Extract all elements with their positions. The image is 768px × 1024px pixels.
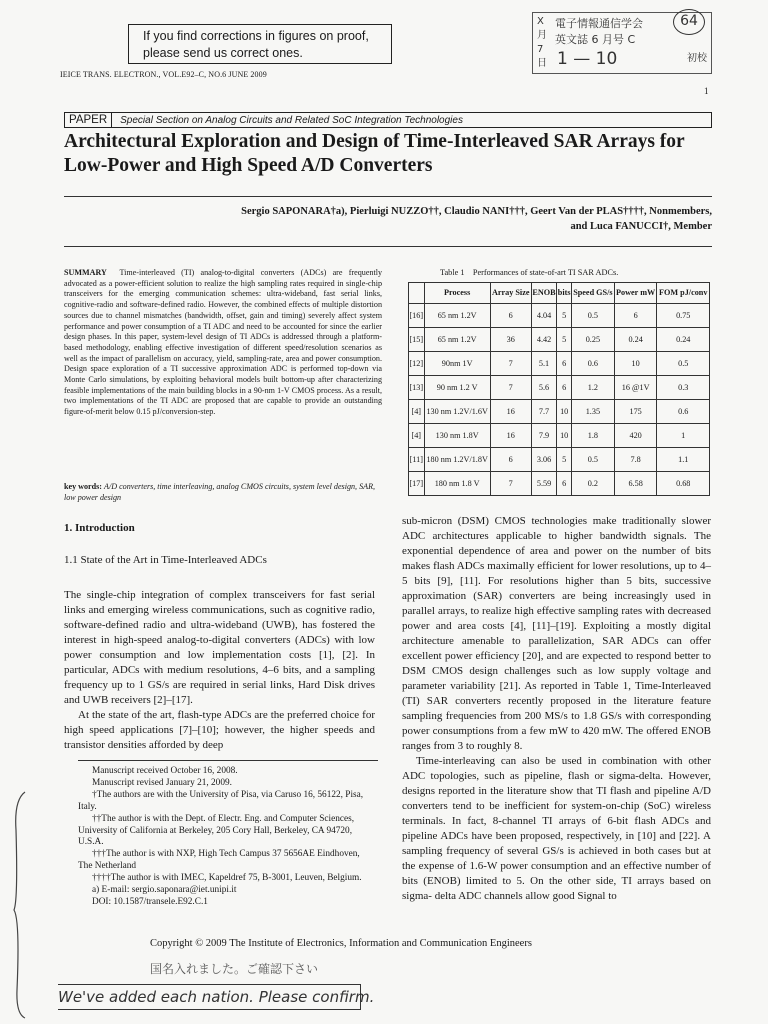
table-cell: 16 bbox=[490, 424, 531, 448]
table-cell: 7 bbox=[490, 352, 531, 376]
paper-title: Architectural Exploration and Design of Time-Interleaved SAR Arrays for Low-Power and High Speed A/D Converters bbox=[64, 131, 685, 176]
authors-line1: Sergio SAPONARA†a), Pierluigi NUZZO††, Claudio NANI†††, Geert Van der PLAS††††, Nonmembers, bbox=[241, 206, 712, 217]
table-cell: 1.2 bbox=[571, 376, 614, 400]
table-row bbox=[409, 376, 710, 400]
stamp-line1: 電子情報通信学会 bbox=[555, 17, 643, 30]
table-header-cell: Power mW bbox=[614, 283, 657, 304]
summary-text: Time-interleaved (TI) analog-to-digital converters (ADCs) are frequently advocated as a power-efficient solution to realize the high sampling rates required in single-chip transceivers for the emerging communication schemes: ultra-wideband, fast serial links, cognitive-radio and software-defined radio. However, the combined effects of multiple distortion sources due to channel mismatches (bandwidth, offset, gain and timing) severely affect system performance and power consumption of a TI ADC and need to be accounted for since the earlier design phases. In this paper, system-level design of TI ADCs is addressed through a platform-based methodology, enabling effective investigation of different speed/resolution scenarios as well as the impact of parallelism on accuracy, yield, sampling-rate, area and power consumption. Design space exploration of a TI successive approximation ADC is performed top-down via Monte Carlo simulations, by exploiting behavioral models built bottom-up after characterizing feasible implementations of the main building blocks in a 90-nm 1-V CMOS process. As a result, two implementations of the TI ADC are proposed that are capable to provide an outstanding figure-of-merit below 0.15 pJ/conversion-step. bbox=[64, 268, 383, 417]
keywords-block bbox=[64, 482, 382, 503]
table-cell: 16 @1V bbox=[614, 376, 657, 400]
table-cell: [4] bbox=[409, 424, 425, 448]
table-cell: 36 bbox=[490, 328, 531, 352]
table-row bbox=[409, 304, 710, 328]
summary-label: SUMMARY bbox=[64, 268, 107, 277]
performance-table bbox=[408, 282, 710, 496]
table-cell: 180 nm 1.8 V bbox=[424, 472, 490, 496]
paper-label: PAPER bbox=[65, 113, 112, 127]
table-cell: 420 bbox=[614, 424, 657, 448]
table-cell: 0.3 bbox=[657, 376, 710, 400]
keywords-text: A/D converters, time interleaving, analog CMOS circuits, system level design, SAR, low power design bbox=[64, 482, 376, 502]
table-cell: 90 nm 1.2 V bbox=[424, 376, 490, 400]
table-cell: [13] bbox=[409, 376, 425, 400]
table-cell: 0.2 bbox=[571, 472, 614, 496]
proof-notice-line1: If you find corrections in figures on proof, bbox=[143, 29, 369, 43]
table-cell: 7.7 bbox=[531, 400, 557, 424]
table-cell: 0.24 bbox=[657, 328, 710, 352]
table-cell: 6 bbox=[614, 304, 657, 328]
table-cell: 7.9 bbox=[531, 424, 557, 448]
table-cell: 1.35 bbox=[571, 400, 614, 424]
stamp-vertical-date: X月7日 bbox=[537, 16, 547, 69]
proof-notice-line2: please send us correct ones. bbox=[143, 46, 303, 60]
table-cell: 6 bbox=[490, 448, 531, 472]
table-cell: 16 bbox=[490, 400, 531, 424]
stamp-page-range: 1 — 10 bbox=[557, 49, 618, 69]
editorial-stamp bbox=[532, 12, 712, 74]
table-cell: 0.24 bbox=[614, 328, 657, 352]
table-cell: 1 bbox=[657, 424, 710, 448]
table-header-cell: ENOB bbox=[531, 283, 557, 304]
subsection-heading: 1.1 State of the Art in Time-Interleaved ADCs bbox=[64, 554, 267, 566]
page-number: 1 bbox=[704, 86, 709, 96]
footnote-email: a) E-mail: sergio.saponara@iet.unipi.it bbox=[92, 885, 237, 896]
table-cell: 1.8 bbox=[571, 424, 614, 448]
table-cell: 180 nm 1.2V/1.8V bbox=[424, 448, 490, 472]
footnote-rule bbox=[78, 760, 378, 761]
stamp-line2: 英文誌 6 月号 C bbox=[555, 33, 636, 46]
footnote-affiliation-3: †††The author is with NXP, High Tech Campus 37 5656AE Eindhoven, The Netherland bbox=[78, 849, 360, 872]
footnote-revised: Manuscript revised January 21, 2009. bbox=[92, 777, 232, 788]
table-cell: [4] bbox=[409, 400, 425, 424]
summary-block bbox=[64, 268, 382, 418]
body-paragraph: sub-micron (DSM) CMOS technologies make traditionally slower ADC architectures applicable to higher bandwidth signals. The exponential dependence of area and power on the number of bits makes flash ADCs maximally efficient for lower resolutions, up to 4–5 bits [9], [11]. For resolutions higher than 5 bits, successive approximation (SAR) converters are being increasingly used in parallel arrays, to realize high effective sampling rates with decreased power and area costs [4], [11]–[19]. Exploiting a mostly digital architecture amenable to parallelization, SAR ADCs can offer excellent power efficiency [20], and are expected to respond better to DSM CMOS design challenges such as low supply voltage and parameter variability [21]. As reported in Table 1, Time-Interleaved (TI) SAR converters recently proposed in the literature feature sampling frequencies from 200 MS/s to 1.8 GS/s with corresponding power consumptions from a few mW to 420 mW. The offered ENOB ranges from 3 to roughly 8. bbox=[402, 515, 711, 752]
table-cell: 0.68 bbox=[657, 472, 710, 496]
table-cell: 10 bbox=[614, 352, 657, 376]
table-cell: [12] bbox=[409, 352, 425, 376]
body-paragraph: The single-chip integration of complex transceivers for fast serial links and emerging wireless communications, such as cognitive radio, software-defined radio and ultra-wideband (UWB), has fostered the interest in high-speed analog-to-digital converters (ADCs) with low power consumption and low implementation costs [1], [2]. In particular, ADCs with medium resolutions, 4–6 bits, and a sampling frequency up to 1 GS/s are required in serial links, Hard Disk drives and UWB receivers [2]–[17]. bbox=[64, 589, 375, 706]
footnote-doi: DOI: 10.1587/transele.E92.C.1 bbox=[92, 896, 208, 907]
table-cell: 4.04 bbox=[531, 304, 557, 328]
handwritten-note-japanese: 国名入れました。ご確認下さい bbox=[150, 962, 319, 976]
table-cell: 130 nm 1.8V bbox=[424, 424, 490, 448]
table-header-row bbox=[409, 283, 710, 304]
table-cell: 7 bbox=[490, 376, 531, 400]
table-cell: 175 bbox=[614, 400, 657, 424]
paper-section-bar bbox=[64, 112, 712, 128]
keywords-label: key words: bbox=[64, 482, 102, 491]
table-cell: 0.5 bbox=[657, 352, 710, 376]
table-caption-label: Table 1 bbox=[440, 268, 465, 277]
table-caption-text: Performances of state-of-art TI SAR ADCs. bbox=[472, 268, 619, 277]
table-cell: 1.1 bbox=[657, 448, 710, 472]
footnote-affiliation-1: †The authors are with the University of Pisa, via Caruso 16, 56122, Pisa, Italy. bbox=[78, 789, 364, 812]
copyright-line: Copyright © 2009 The Institute of Electronics, Information and Communication Engineers bbox=[150, 938, 532, 949]
table-cell: 5 bbox=[557, 328, 572, 352]
table-cell: 0.25 bbox=[571, 328, 614, 352]
table-header-cell bbox=[409, 283, 425, 304]
table-cell: [15] bbox=[409, 328, 425, 352]
proof-notice bbox=[128, 24, 392, 64]
author-list bbox=[150, 204, 712, 234]
table-cell: 5.1 bbox=[531, 352, 557, 376]
table-header-cell: bits bbox=[557, 283, 572, 304]
stamp-circled-number: 64 bbox=[673, 9, 705, 35]
stamp-editor-mark: 初校 bbox=[687, 53, 707, 64]
footnote-affiliation-2: ††The author is with the Dept. of Electr. Eng. and Computer Sciences, University of California at Berkeley, 205 Cory Hall, Berkeley, CA 94720, U.S.A. bbox=[78, 813, 355, 848]
body-left-column bbox=[64, 588, 375, 753]
table-cell: [16] bbox=[409, 304, 425, 328]
table-cell: 7 bbox=[490, 472, 531, 496]
table-body bbox=[409, 304, 710, 496]
table-cell: 0.6 bbox=[571, 352, 614, 376]
table-cell: 0.6 bbox=[657, 400, 710, 424]
table-cell: 5.6 bbox=[531, 376, 557, 400]
table-row bbox=[409, 424, 710, 448]
body-paragraph: Time-interleaving can also be used in combination with other ADC topologies, such as pipeline, flash or sigma-delta. However, designs reported in the literature show that TI flash and pipeline A/D converters tend to be inefficient for system-on-chip (SoC) wireless terminals. In fact, 8-channel TI arrays of 6-bit flash ADCs and pipeline ADCs have been proposed, respectively, in [10] and [22]. A sampling frequency of several GS/s is achieved in both cases but at the expense of 1.6-W power consumption and an effective number of bits (ENOB) limited to 5. On the other side, TI arrays based on sigma- delta ADC channels allow good Signal to bbox=[402, 755, 711, 902]
table-cell: 6 bbox=[557, 376, 572, 400]
table-row bbox=[409, 400, 710, 424]
table-cell: 65 nm 1.2V bbox=[424, 304, 490, 328]
table-cell: 6 bbox=[557, 472, 572, 496]
body-right-column bbox=[402, 514, 711, 904]
table-cell: 6 bbox=[557, 352, 572, 376]
table-cell: 0.5 bbox=[571, 304, 614, 328]
table-cell: 10 bbox=[557, 400, 572, 424]
table-cell: 3.06 bbox=[531, 448, 557, 472]
handwritten-bracket bbox=[12, 790, 26, 1020]
special-section-label: Special Section on Analog Circuits and Related SoC Integration Technologies bbox=[120, 115, 463, 126]
table-row bbox=[409, 352, 710, 376]
handwritten-note-english: We've added each nation. Please confirm. bbox=[58, 984, 361, 1010]
table-caption bbox=[440, 268, 618, 277]
authors-line2: and Luca FANUCCI†, Member bbox=[570, 221, 712, 232]
footnote-received: Manuscript received October 16, 2008. bbox=[92, 766, 238, 776]
table-header-cell: Array Size bbox=[490, 283, 531, 304]
table-row bbox=[409, 472, 710, 496]
table-cell: 65 nm 1.2V bbox=[424, 328, 490, 352]
table-row bbox=[409, 328, 710, 352]
table-cell: 5 bbox=[557, 304, 572, 328]
section-heading-introduction: 1. Introduction bbox=[64, 522, 135, 534]
body-paragraph: At the state of the art, flash-type ADCs are the preferred choice for high speed applications [7]–[10]; however, the higher speeds and transistor densities afforded by deep bbox=[64, 709, 375, 751]
table-cell: 7.8 bbox=[614, 448, 657, 472]
table-cell: 90nm 1V bbox=[424, 352, 490, 376]
table-cell: 4.42 bbox=[531, 328, 557, 352]
footnote-affiliation-4: ††††The author is with IMEC, Kapeldref 75, B-3001, Leuven, Belgium. bbox=[92, 873, 362, 884]
table-cell: 130 nm 1.2V/1.6V bbox=[424, 400, 490, 424]
table-row bbox=[409, 448, 710, 472]
table-header-cell: Process bbox=[424, 283, 490, 304]
table-cell: 5.59 bbox=[531, 472, 557, 496]
table-cell: [11] bbox=[409, 448, 425, 472]
table-cell: 10 bbox=[557, 424, 572, 448]
table-header-cell: Speed GS/s bbox=[571, 283, 614, 304]
table-cell: 5 bbox=[557, 448, 572, 472]
table-cell: 0.5 bbox=[571, 448, 614, 472]
table-cell: [17] bbox=[409, 472, 425, 496]
table-cell: 6 bbox=[490, 304, 531, 328]
authors-rule bbox=[64, 246, 712, 247]
journal-header: IEICE TRANS. ELECTRON., VOL.E92–C, NO.6 JUNE 2009 bbox=[60, 70, 267, 79]
table-cell: 0.75 bbox=[657, 304, 710, 328]
footnotes bbox=[78, 766, 376, 909]
table-header-cell: FOM pJ/conv bbox=[657, 283, 710, 304]
title-rule bbox=[64, 196, 712, 197]
table-cell: 6.58 bbox=[614, 472, 657, 496]
